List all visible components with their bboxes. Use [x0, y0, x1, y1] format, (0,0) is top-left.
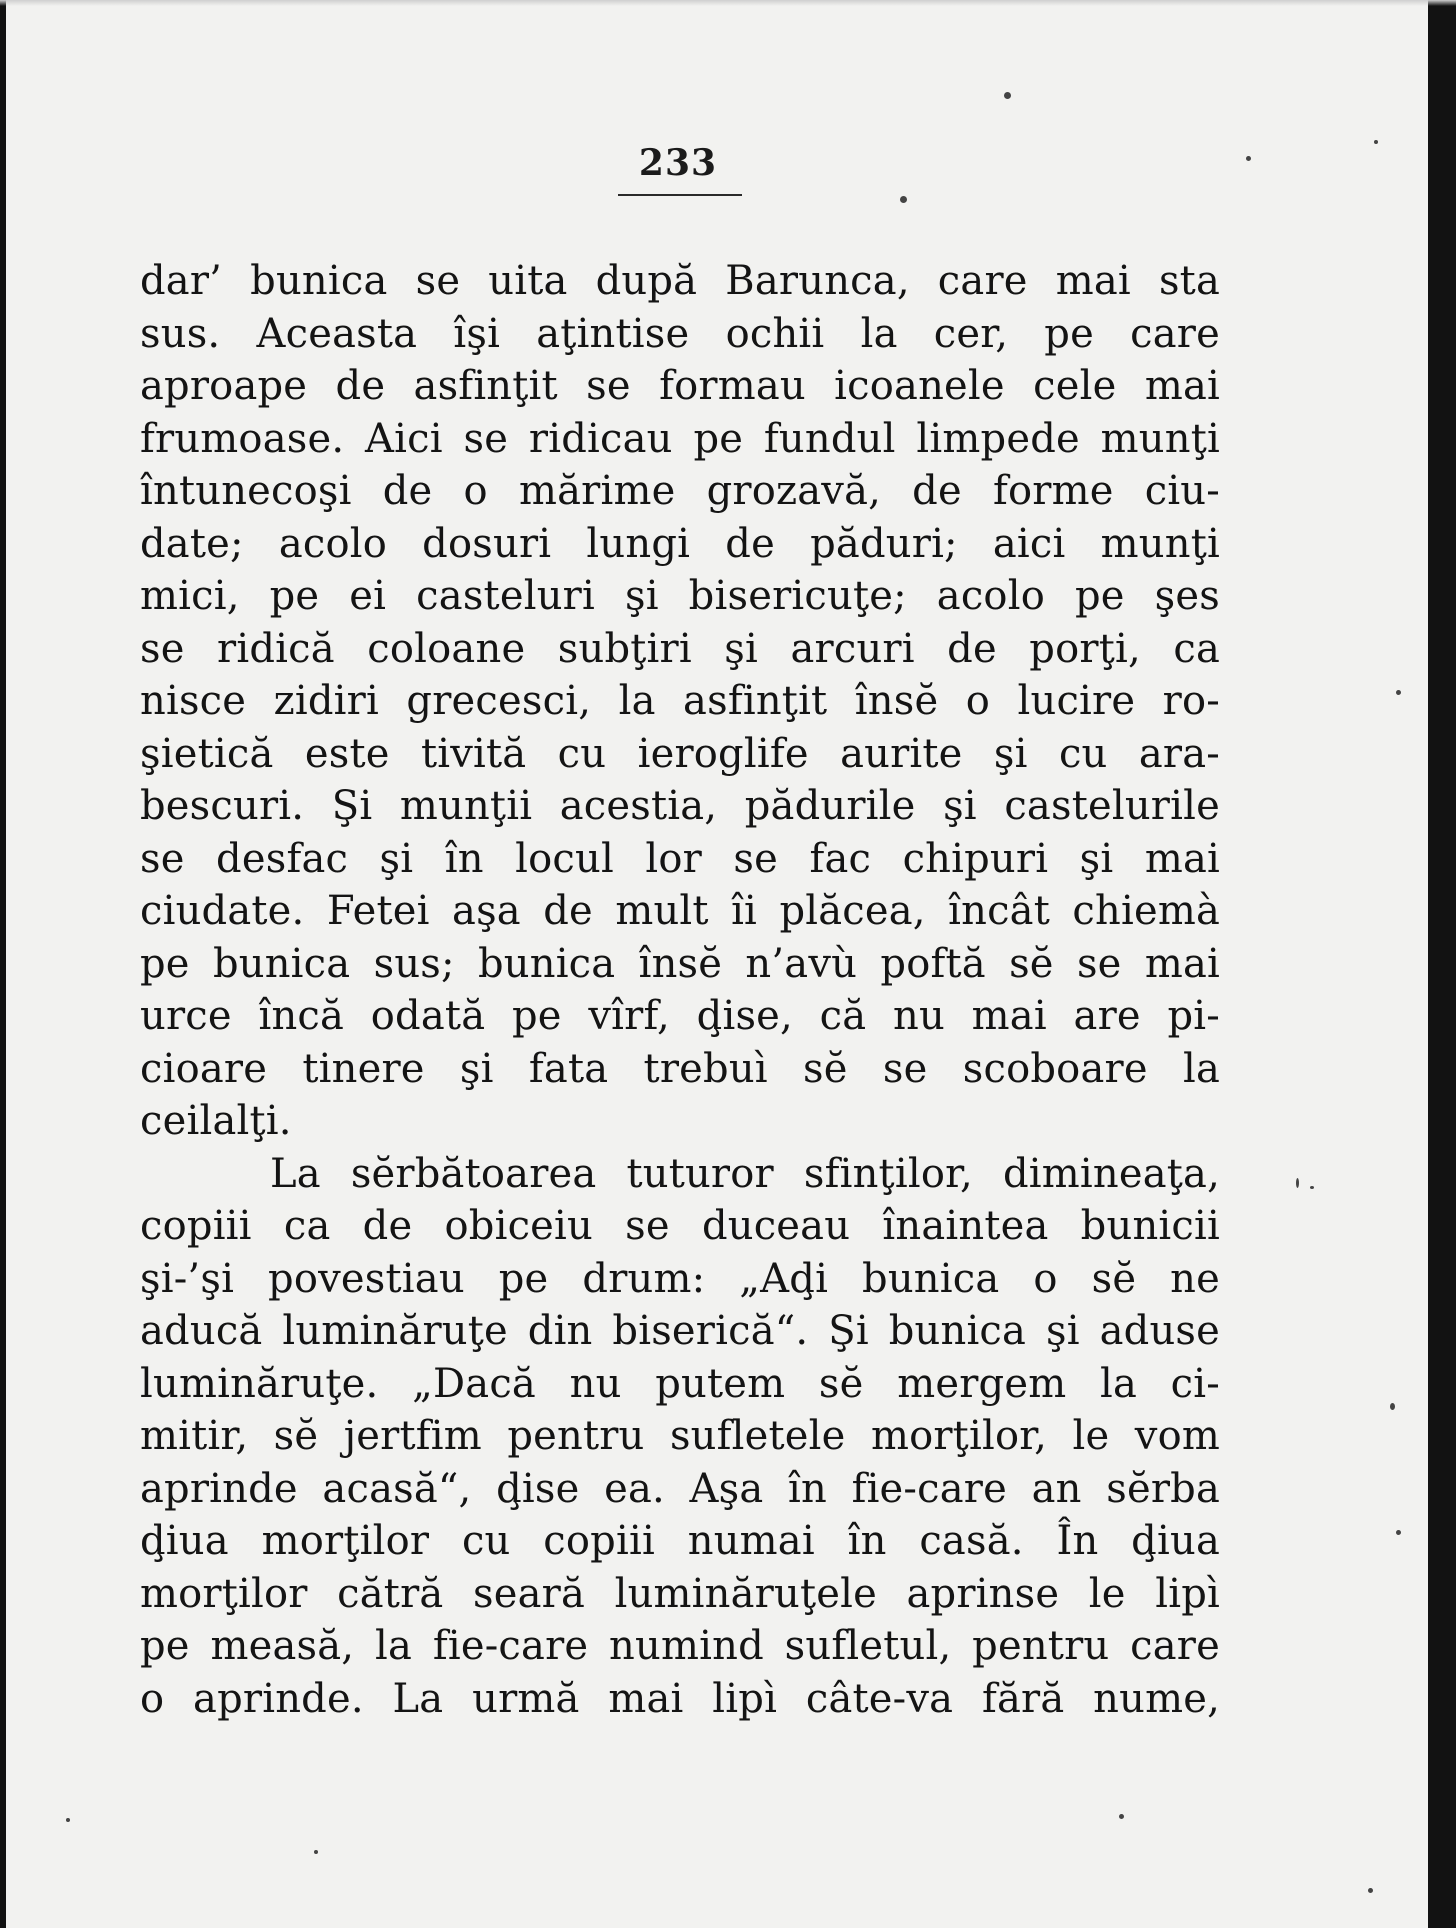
text-line: morţilor cătră seară luminăruţele aprinse le lipì	[140, 1570, 1220, 1617]
text-line: luminăruţe. „Dacă nu putem sĕ mergem la ci-	[140, 1360, 1220, 1407]
text-line: copiii ca de obiceiu se duceau înaintea bunicii	[140, 1203, 1220, 1249]
scan-speck	[1119, 1814, 1124, 1819]
text-line: cioare tinere şi fata trebuì sĕ se scoboare la	[140, 1045, 1220, 1092]
text-line: date; acolo dosuri lungi de păduri; aici munţi	[140, 520, 1220, 567]
text-line: pe measă, la fie-care numind sufletul, pentru care	[140, 1623, 1220, 1669]
text-line: o aprinde. La urmă mai lipì câte-va fără nume,	[140, 1675, 1220, 1722]
scan-speck	[1368, 1888, 1373, 1893]
scan-speck	[1396, 690, 1401, 695]
scan-speck	[900, 196, 907, 203]
text-line: dar’ bunica se uita după Barunca, care mai sta	[140, 258, 1220, 304]
text-line: bescuri. Şi munţii acestia, pădurile şi castelurile	[140, 783, 1220, 829]
scan-speck	[66, 1818, 70, 1822]
scan-speck	[1374, 140, 1378, 144]
scan-edge-top	[0, 0, 1456, 6]
scan-speck	[1310, 1186, 1314, 1189]
text-line: şietică este tivită cu ieroglife aurite şi cu ara-	[140, 730, 1220, 777]
scan-speck	[1246, 156, 1251, 161]
text-line: se ridică coloane subţiri şi arcuri de porţi, ca	[140, 625, 1220, 672]
text-line: urce încă odată pe vîrf, ḑise, că nu mai are pi-	[140, 993, 1220, 1039]
text-line: aducă luminăruţe din biserică“. Şi bunica şi aduse	[140, 1308, 1220, 1354]
page-number-rule	[618, 194, 742, 196]
text-line: mici, pe ei casteluri şi bisericuţe; acolo pe şes	[140, 573, 1220, 619]
text-line: aproape de asfinţit se formau icoanele cele mai	[140, 363, 1220, 409]
text-line: frumoase. Aici se ridicau pe fundul limpede munţi	[140, 415, 1220, 462]
book-page	[6, 0, 1428, 1928]
text-line: întunecoşi de o mărime grozavă, de forme ciu-	[140, 468, 1220, 514]
scan-speck	[1390, 1403, 1395, 1410]
text-line: nisce zidiri grecesci, la asfinţit însĕ o lucire ro-	[140, 678, 1220, 724]
text-line: sus. Aceasta îşi aţintise ochii la cer, pe care	[140, 310, 1220, 357]
scan-speck	[1396, 1530, 1401, 1535]
text-line: ciudate. Fetei aşa de mult îi plăcea, încât chiemà	[140, 888, 1220, 934]
text-line: pe bunica sus; bunica însĕ n’avù poftă sĕ se mai	[140, 940, 1220, 987]
text-line: aprinde acasă“, ḑise ea. Aşa în fie-care an sĕrba	[140, 1465, 1220, 1512]
scan-speck	[1296, 1178, 1299, 1188]
text-line: ḑiua morţilor cu copiii numai în casă. În ḑiua	[140, 1518, 1220, 1564]
body-text	[140, 255, 1220, 1725]
scan-speck	[314, 1850, 318, 1854]
scan-border-right	[1428, 0, 1456, 1928]
text-line: se desfac şi în locul lor se fac chipuri şi mai	[140, 835, 1220, 882]
page-number: 233	[638, 142, 718, 184]
paragraph-end-line: ceilalţi.	[140, 1098, 292, 1144]
scan-speck	[1004, 92, 1011, 99]
text-line: şi-’şi povestiau pe drum: „Aḑi bunica o sĕ ne	[140, 1255, 1220, 1302]
paragraph-start-line: La sĕrbătoarea tuturor sfinţilor, dimineaţa,	[270, 1150, 1220, 1197]
text-line: mitir, sĕ jertfim pentru sufletele morţilor, le vom	[140, 1413, 1220, 1459]
